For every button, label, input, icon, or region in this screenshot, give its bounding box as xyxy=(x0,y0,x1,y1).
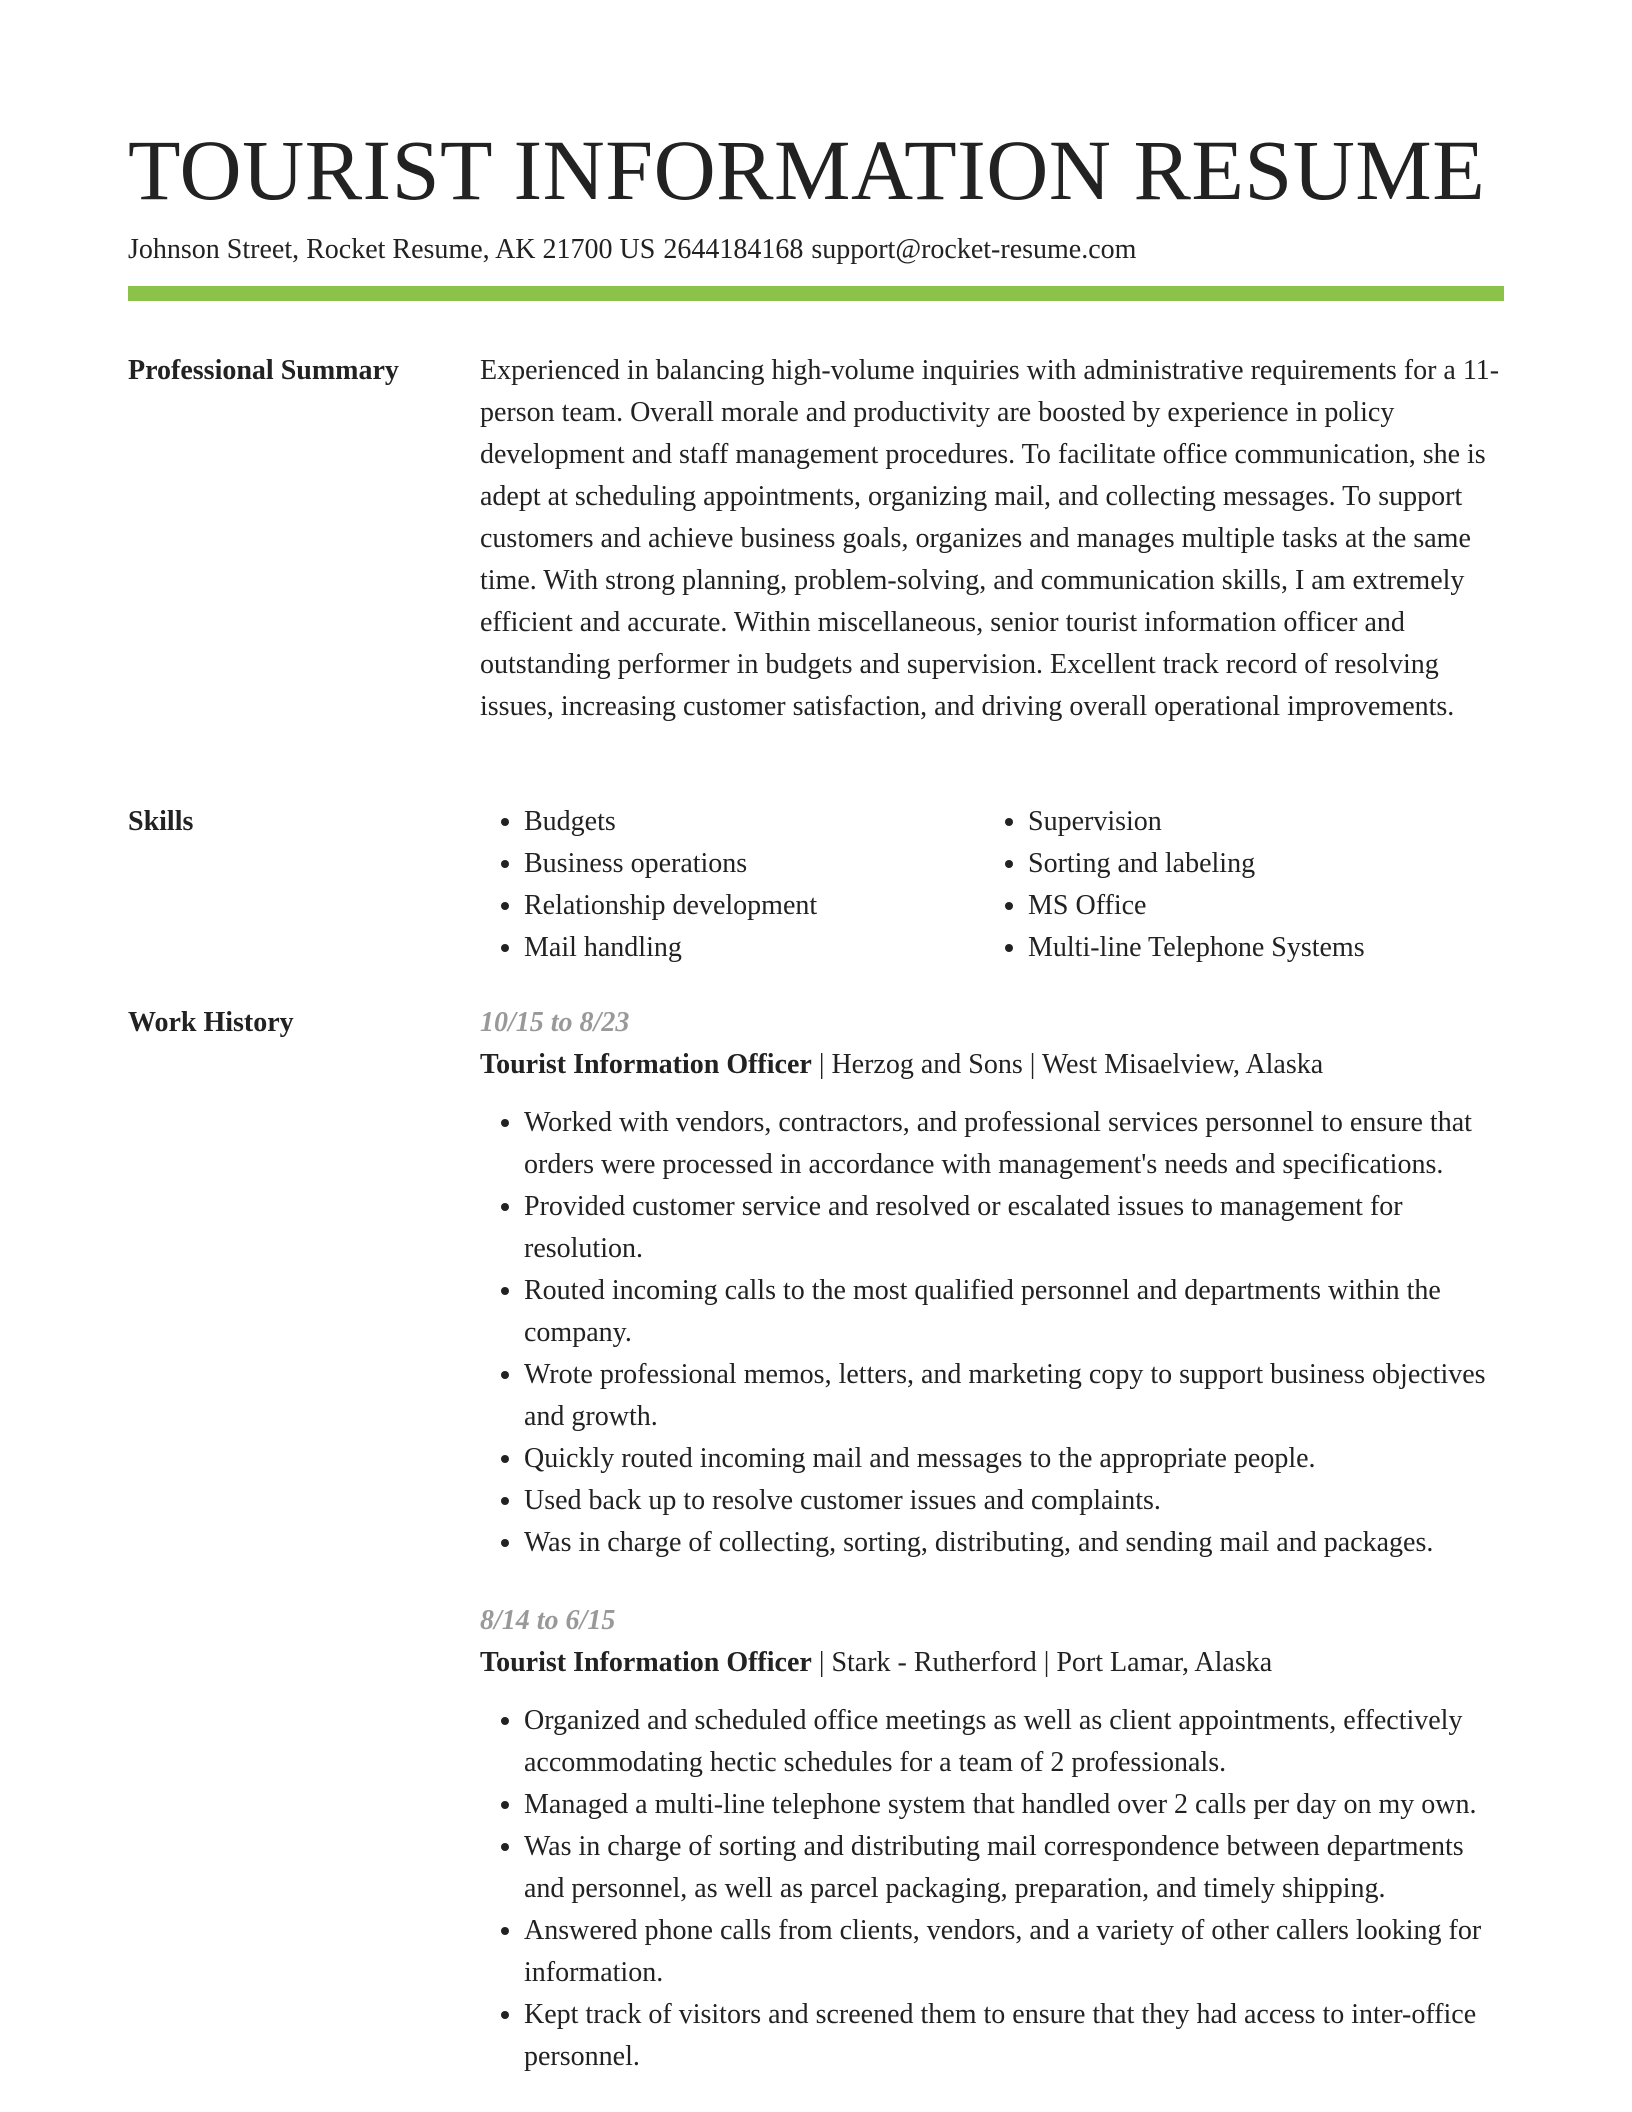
job-bullet: • Routed incoming calls to the most qualified personnel and departments within the company. xyxy=(524,1270,1504,1354)
summary-label: Professional Summary xyxy=(128,355,399,386)
job-location: West Misaelview, Alaska xyxy=(1041,1049,1324,1080)
job-bullet: • Answered phone calls from clients, vendors, and a variety of other callers looking for information. xyxy=(524,1910,1504,1994)
job-heading: Tourist Information Officer | Stark - Rutherford | Port Lamar, Alaska xyxy=(480,1647,1273,1678)
job-bullet: • Used back up to resolve customer issues and complaints. xyxy=(524,1480,1504,1522)
summary-body xyxy=(480,350,1504,728)
work-history-body xyxy=(480,1002,1504,2078)
skills-body xyxy=(480,801,1504,969)
job-title: Tourist Information Officer xyxy=(480,1647,812,1678)
job-bullet-list xyxy=(480,1700,1504,2078)
job-dates: 8/14 to 6/15 xyxy=(480,1605,616,1636)
job-bullet-list xyxy=(480,1102,1504,1564)
skills-columns xyxy=(480,801,1504,969)
job-bullet: • Was in charge of sorting and distributing mail correspondence between departments and personnel, as well as parcel packaging, preparation, and timely shipping. xyxy=(524,1826,1504,1910)
work-history-label: Work History xyxy=(128,1007,294,1038)
job-bullet: • Organized and scheduled office meetings as well as client appointments, effectively accommodating hectic schedules for a team of 2 professionals. xyxy=(524,1700,1504,1784)
contact-line xyxy=(128,230,1136,270)
job-title: Tourist Information Officer xyxy=(480,1049,812,1080)
header-divider xyxy=(128,286,1504,301)
job-bullet: • Quickly routed incoming mail and messages to the appropriate people. xyxy=(524,1438,1504,1480)
job-entry xyxy=(480,1600,1504,2078)
skill-item: • Relationship development xyxy=(524,885,984,927)
job-dates: 10/15 to 8/23 xyxy=(480,1007,630,1038)
resume-title: TOURIST INFORMATION RESUME xyxy=(128,122,1486,218)
skill-item: • MS Office xyxy=(1028,885,1488,927)
contact-phone: 2644184168 xyxy=(663,234,804,265)
job-bullet: • Provided customer service and resolved or escalated issues to management for resolution. xyxy=(524,1186,1504,1270)
skill-item: • Multi-line Telephone Systems xyxy=(1028,927,1488,969)
summary-text: Experienced in balancing high-volume inquiries with administrative requirements for a 11-person team. Overall morale and productivity are boosted by experience in policy development and staff management procedures. To facilitate office communication, she is adept at scheduling appointments, organizing mail, and collecting messages. To support customers and achieve business goals, organizes and manages multiple tasks at the same time. With strong planning, problem-solving, and communication skills, I am extremely efficient and accurate. Within miscellaneous, senior tourist information officer and outstanding performer in budgets and supervision. Excellent track record of resolving issues, increasing customer satisfaction, and driving overall operational improvements. xyxy=(480,355,1500,722)
skill-item: • Supervision xyxy=(1028,801,1488,843)
job-location: Port Lamar, Alaska xyxy=(1056,1647,1273,1678)
job-bullet: • Kept track of visitors and screened them to ensure that they had access to inter-office personnel. xyxy=(524,1994,1504,2078)
job-bullet: • Worked with vendors, contractors, and professional services personnel to ensure that orders were processed in accordance with management's needs and specifications. xyxy=(524,1102,1504,1186)
job-bullet: • Was in charge of collecting, sorting, distributing, and sending mail and packages. xyxy=(524,1522,1504,1564)
skill-item: • Sorting and labeling xyxy=(1028,843,1488,885)
skills-label: Skills xyxy=(128,806,194,837)
job-entry xyxy=(480,1002,1504,1564)
contact-address: Johnson Street, Rocket Resume, AK 21700 US xyxy=(128,234,656,265)
skills-list-right xyxy=(984,801,1488,969)
job-company: Herzog and Sons xyxy=(831,1049,1023,1080)
job-company: Stark - Rutherford xyxy=(831,1647,1037,1678)
job-bullet: • Wrote professional memos, letters, and marketing copy to support business objectives and growth. xyxy=(524,1354,1504,1438)
job-heading: Tourist Information Officer | Herzog and Sons | West Misaelview, Alaska xyxy=(480,1049,1324,1080)
job-bullet: • Managed a multi-line telephone system that handled over 2 calls per day on my own. xyxy=(524,1784,1504,1826)
contact-email: support@rocket-resume.com xyxy=(811,234,1137,265)
skill-item: • Mail handling xyxy=(524,927,984,969)
skill-item: • Budgets xyxy=(524,801,984,843)
skill-item: • Business operations xyxy=(524,843,984,885)
skills-list-left xyxy=(480,801,984,969)
